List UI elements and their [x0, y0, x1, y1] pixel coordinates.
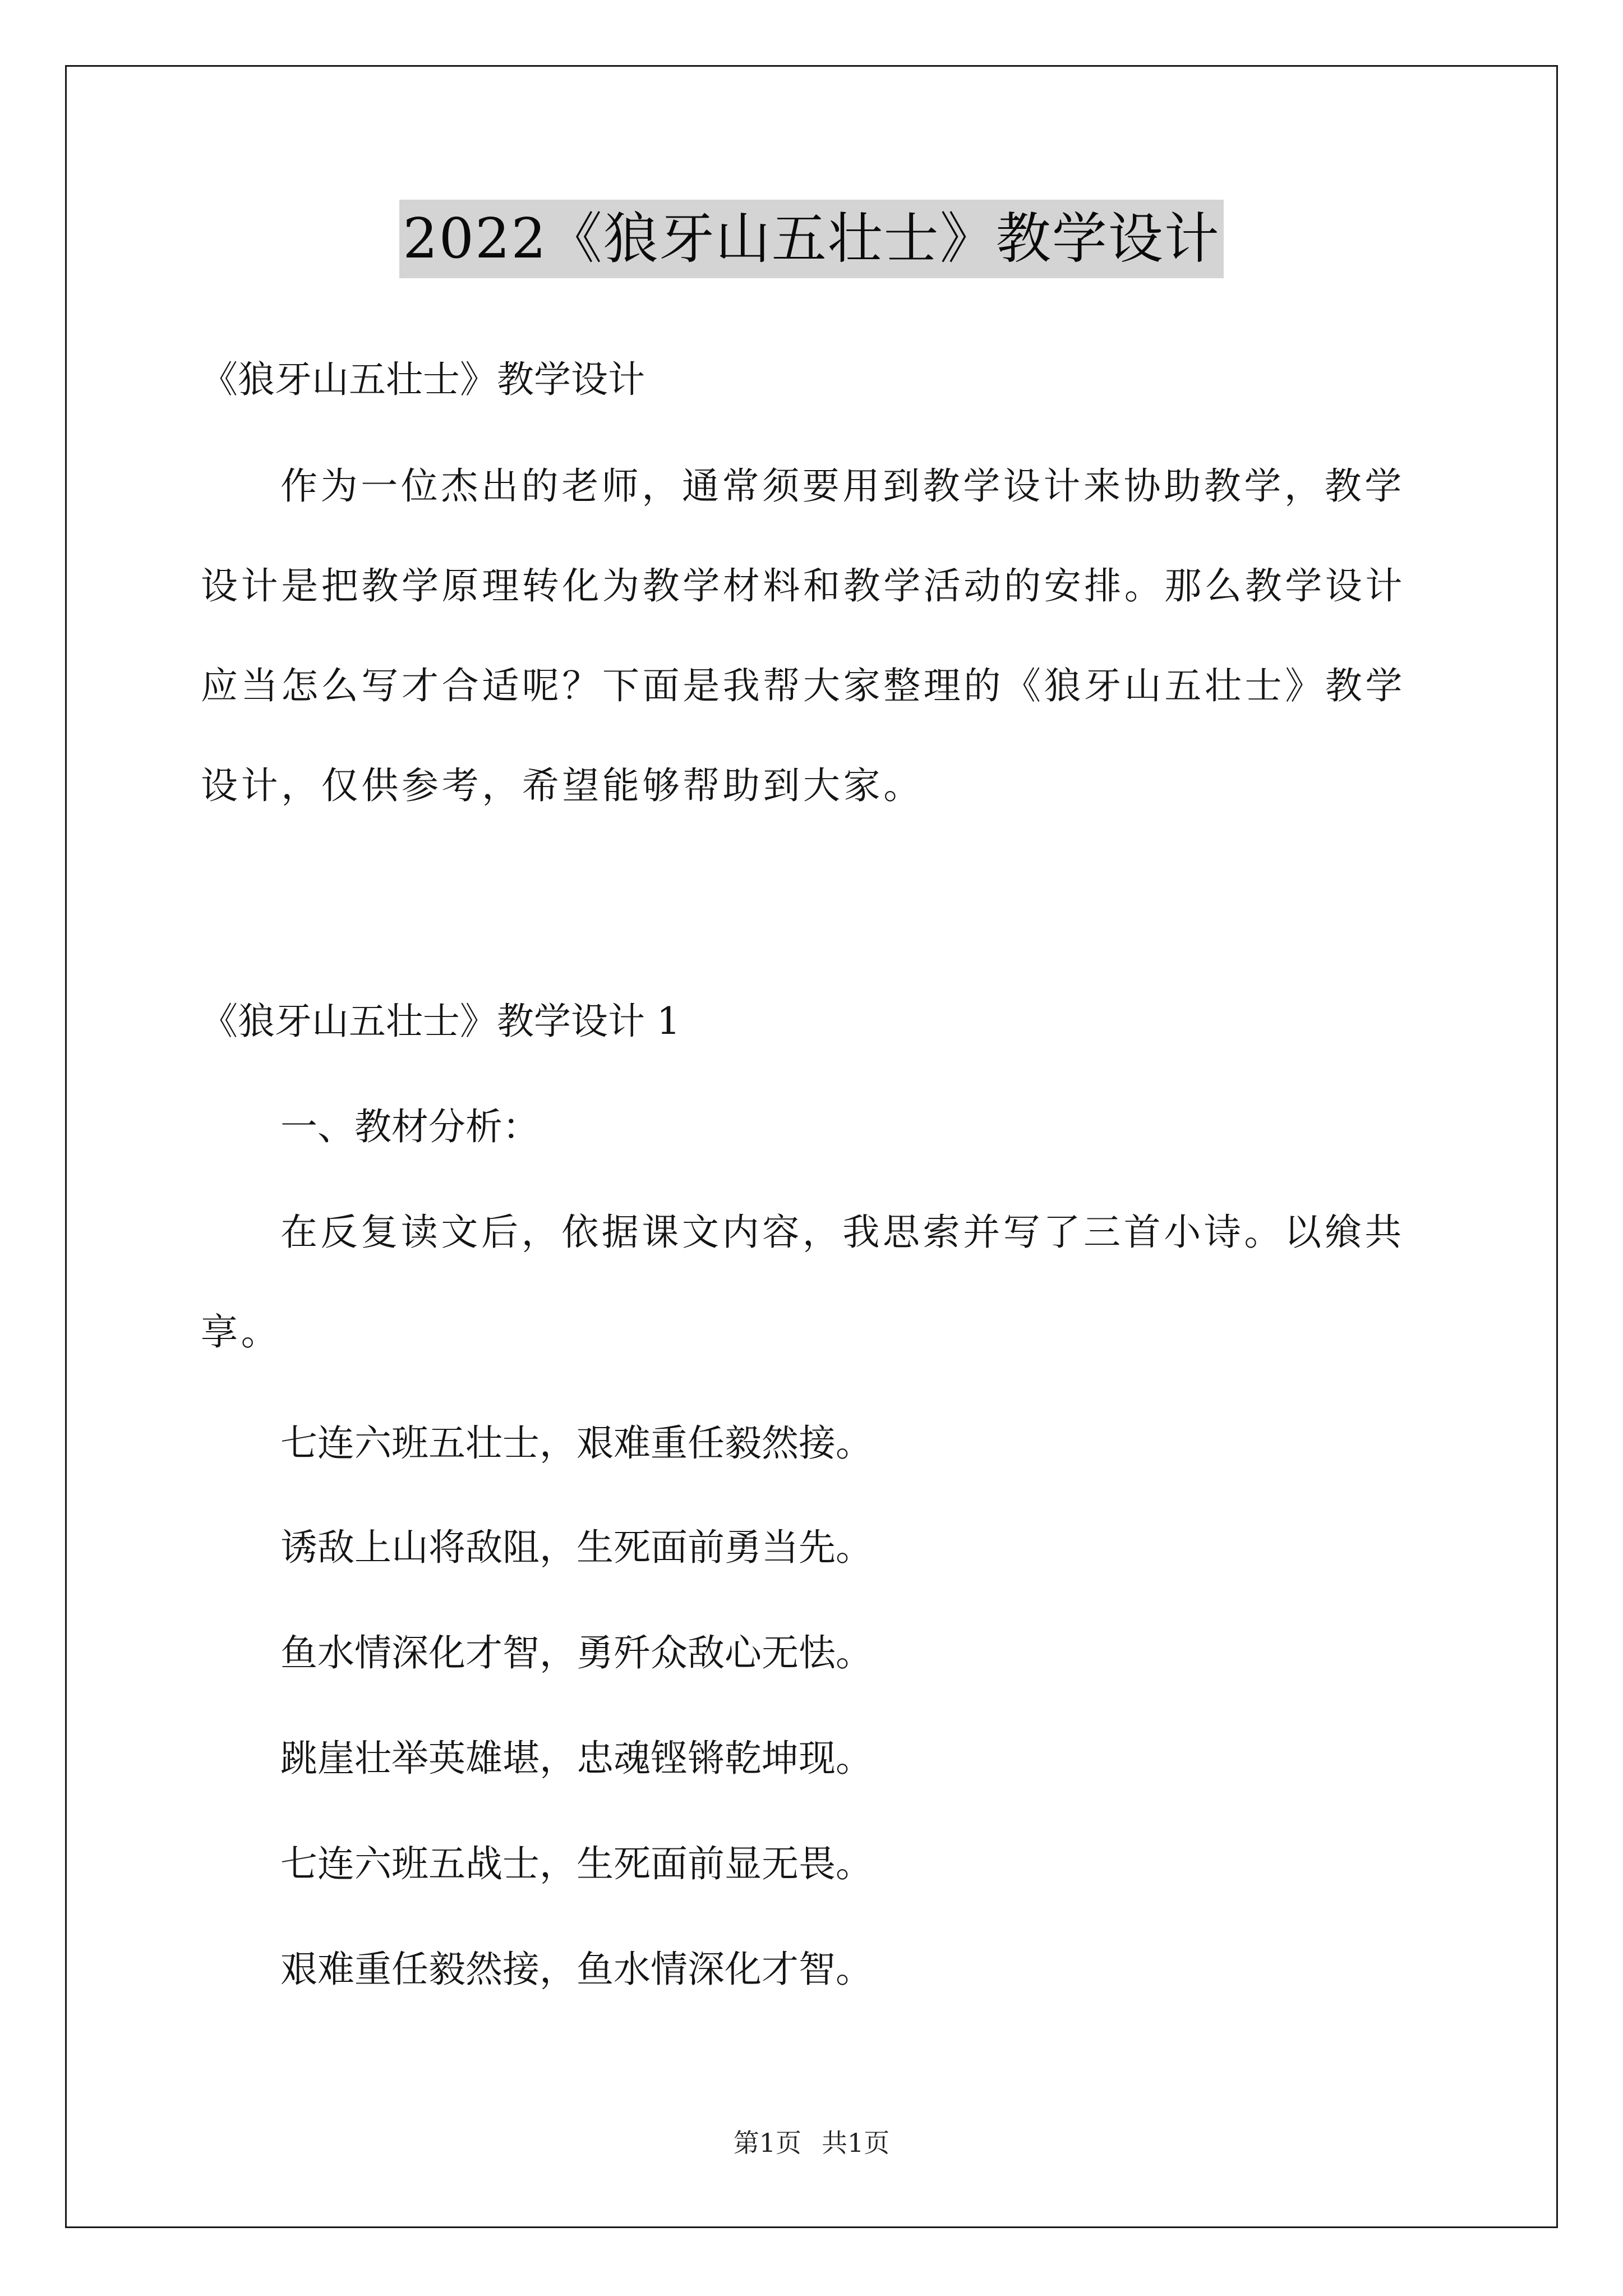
poem-line: 鱼水情深化才智，勇歼众敌心无怯。	[280, 1631, 873, 1674]
intro-line: 作为一位杰出的老师，通常须要用到教学设计来协助教学，教学	[280, 464, 1405, 508]
title-block	[0, 200, 1623, 278]
page-number: 第1页	[733, 2128, 801, 2158]
analysis-line: 在反复读文后，依据课文内容，我思索并写了三首小诗。以飨共	[280, 1211, 1405, 1254]
poem-line: 七连六班五战士，生死面前显无畏。	[280, 1842, 873, 1885]
subheading: 一、教材分析：	[280, 1105, 540, 1148]
analysis-paragraph	[201, 1207, 1435, 1407]
intro-line: 设计，仅供参考，希望能够帮助到大家。	[201, 764, 924, 807]
intro-paragraph	[201, 461, 1435, 861]
document-title: 2022《狼牙山五壮士》教学设计	[399, 200, 1223, 278]
document-subtitle: 《狼牙山五壮士》教学设计	[201, 358, 645, 401]
poem-line: 七连六班五壮士，艰难重任毅然接。	[280, 1421, 873, 1465]
analysis-line: 享。	[201, 1310, 282, 1354]
intro-line: 应当怎么写才合适呢？下面是我帮大家整理的《狼牙山五壮士》教学	[201, 664, 1405, 707]
page-total: 共1页	[822, 2128, 890, 2158]
poem-line: 诱敌上山将敌阻，生死面前勇当先。	[280, 1526, 873, 1569]
poem-line: 艰难重任毅然接，鱼水情深化才智。	[280, 1948, 873, 1991]
page-footer	[0, 2126, 1623, 2160]
intro-line: 设计是把教学原理转化为教学材料和教学活动的安排。那么教学设计	[201, 564, 1405, 608]
poem-line: 跳崖壮举英雄堪，忠魂铿锵乾坤现。	[280, 1737, 873, 1780]
section-heading: 《狼牙山五壮士》教学设计 1	[201, 1000, 680, 1043]
